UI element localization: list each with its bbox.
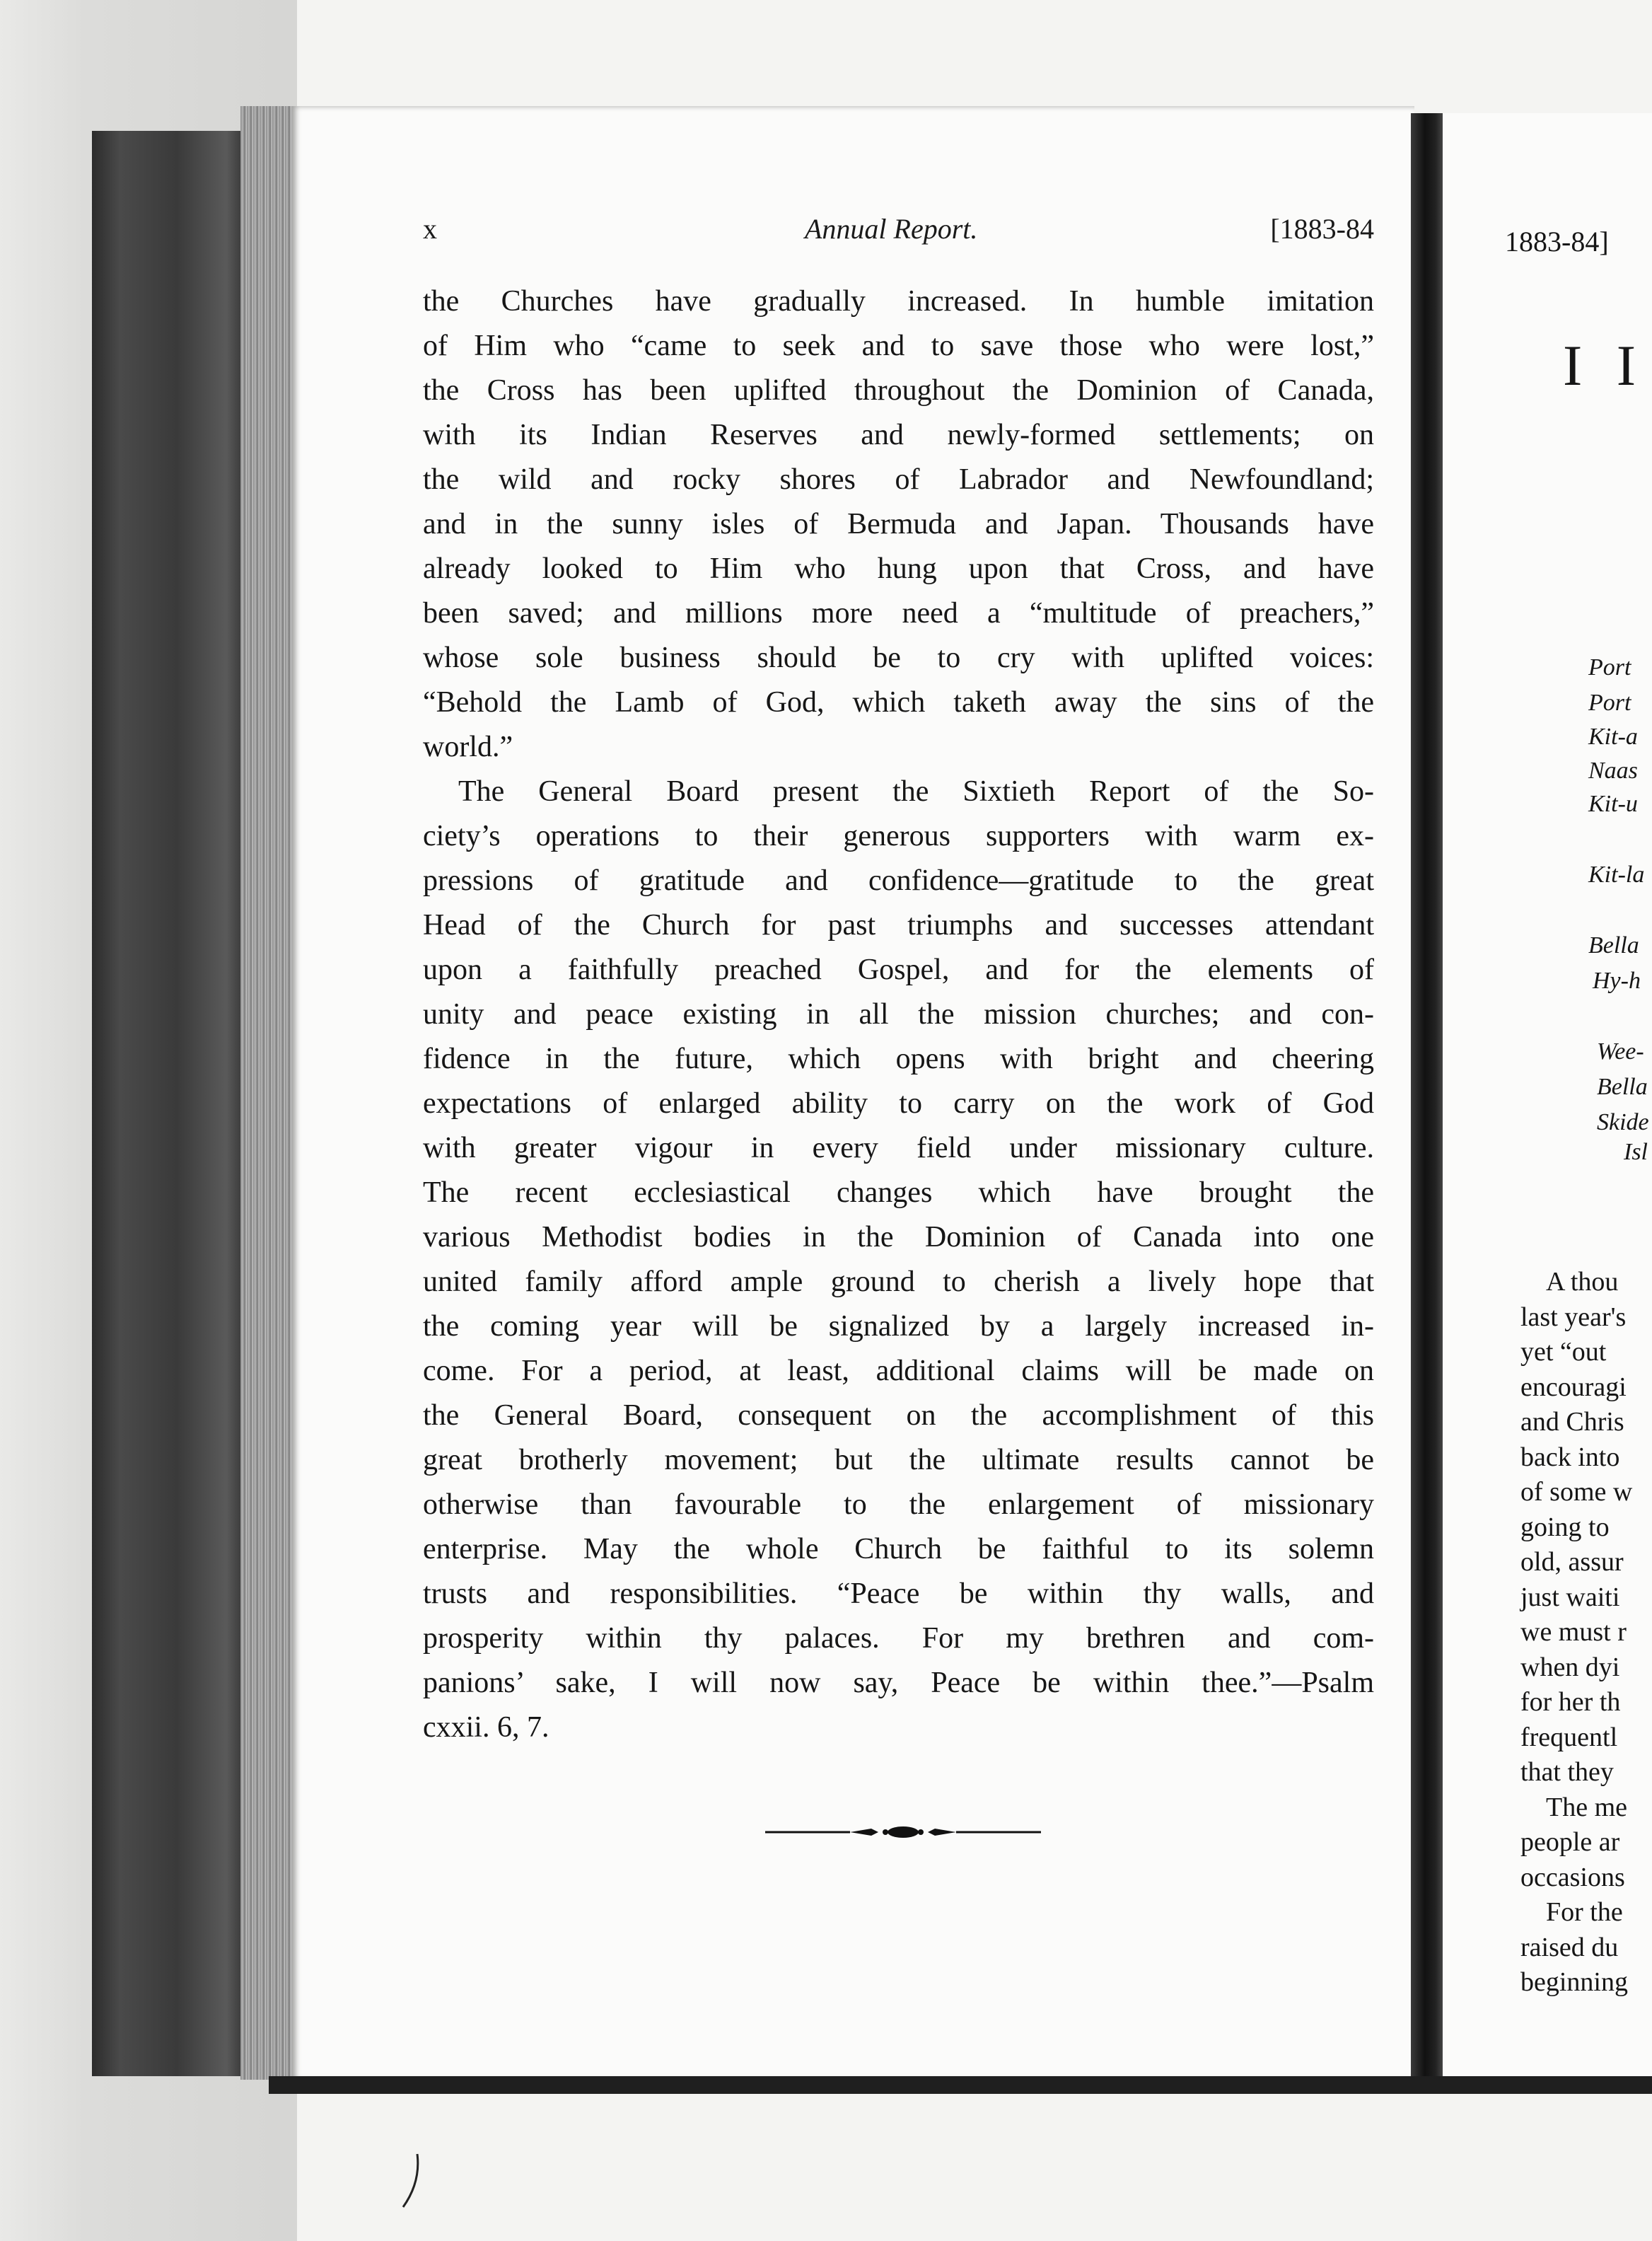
text-line: the Churches have gradually increased. In humble imitation	[423, 285, 1374, 318]
paragraph-line-fragment: when dyi	[1520, 1652, 1620, 1682]
list-item-fragment: Kit-a	[1588, 724, 1638, 750]
year-range: [1883-84	[1270, 213, 1374, 245]
scanner-bottom-edge	[269, 2076, 1652, 2094]
text-line: with greater vigour in every field under missionary culture.	[423, 1132, 1374, 1164]
text-line: pressions of gratitude and confidence—gratitude to the great	[423, 864, 1374, 897]
text-line: prosperity within thy palaces. For my brethren and com-	[423, 1622, 1374, 1655]
list-item-fragment: Isl	[1624, 1139, 1648, 1165]
text-line: upon a faithfully preached Gospel, and for the elements of	[423, 954, 1374, 986]
text-line: ciety’s operations to their generous supporters with warm ex-	[423, 820, 1374, 852]
paragraph-line-fragment: A thou	[1546, 1267, 1619, 1297]
text-line: The recent ecclesiastical changes which have brought the	[423, 1176, 1374, 1209]
list-item-fragment: Kit-u	[1588, 791, 1638, 817]
paragraph-line-fragment: that they	[1520, 1757, 1614, 1787]
list-item-fragment: Hy-h	[1593, 968, 1641, 994]
text-line: enterprise. May the whole Church be faithful to its solemn	[423, 1533, 1374, 1565]
text-line: whose sole business should be to cry with uplifted voices:	[423, 642, 1374, 674]
text-line: expectations of enlarged ability to carry on the work of God	[423, 1087, 1374, 1120]
list-item-fragment: Kit-la	[1588, 862, 1645, 888]
paragraph-line-fragment: and Chris	[1520, 1407, 1624, 1437]
paragraph-line-fragment: for her th	[1520, 1687, 1621, 1717]
text-line: otherwise than favourable to the enlargement of missionary	[423, 1488, 1374, 1521]
list-item-fragment: Wee-	[1597, 1038, 1644, 1065]
list-item-fragment: Bella	[1588, 932, 1639, 959]
paragraph-line-fragment: The me	[1546, 1792, 1628, 1822]
text-line: the coming year will be signalized by a largely increased in-	[423, 1310, 1374, 1343]
paragraph-line-fragment: old, assur	[1520, 1547, 1624, 1577]
text-line: with its Indian Reserves and newly-formed settlements; on	[423, 419, 1374, 451]
text-line: panions’ sake, I will now say, Peace be within thee.”—Psalm	[423, 1667, 1374, 1699]
paragraph-line-fragment: people ar	[1520, 1827, 1620, 1857]
text-line: “Behold the Lamb of God, which taketh away the sins of the	[423, 686, 1374, 719]
pencil-mark	[396, 2150, 424, 2214]
ornament-divider	[765, 1822, 1041, 1843]
paragraph-line-fragment: of some w	[1520, 1477, 1633, 1507]
text-line: world.”	[423, 731, 513, 763]
paragraph-line-fragment: frequentl	[1520, 1722, 1618, 1752]
text-line: the Cross has been uplifted throughout the Dominion of Canada,	[423, 374, 1374, 407]
list-item-fragment: Skide	[1597, 1109, 1649, 1135]
paragraph-line-fragment: we must r	[1520, 1617, 1627, 1647]
text-line: come. For a period, at least, additional claims will be made on	[423, 1355, 1374, 1387]
list-item-fragment: Naas	[1588, 758, 1638, 784]
list-item-fragment: Port	[1588, 690, 1631, 716]
text-line: Head of the Church for past triumphs and successes attendant	[423, 909, 1374, 942]
text-line: been saved; and millions more need a “multitude of preachers,”	[423, 597, 1374, 630]
paragraph-line-fragment: just waiti	[1520, 1582, 1620, 1612]
text-line: trusts and responsibilities. “Peace be within thy walls, and	[423, 1577, 1374, 1610]
list-item-fragment: Bella	[1597, 1074, 1648, 1100]
paragraph-line-fragment: raised du	[1520, 1932, 1619, 1962]
list-item-fragment: Port	[1588, 654, 1631, 681]
paragraph-line-fragment: yet “out	[1520, 1337, 1607, 1367]
text-line: united family afford ample ground to cherish a lively hope that	[423, 1266, 1374, 1298]
left-page-body	[423, 279, 1374, 1750]
paragraph-line-fragment: last year's	[1520, 1302, 1627, 1332]
text-line: great brotherly movement; but the ultimate results cannot be	[423, 1444, 1374, 1476]
text-line: and in the sunny isles of Bermuda and Japan. Thousands have	[423, 508, 1374, 540]
text-line: various Methodist bodies in the Dominion of Canada into one	[423, 1221, 1374, 1253]
left-page-header	[423, 212, 1374, 255]
paragraph-line-fragment: encouragi	[1520, 1372, 1627, 1402]
page-number: x	[423, 213, 437, 245]
right-page-title-fragment: I I	[1563, 333, 1646, 398]
book-gutter	[1411, 113, 1446, 2087]
paragraph-line-fragment: going to	[1520, 1512, 1610, 1542]
text-line: already looked to Him who hung upon that Cross, and have	[423, 552, 1374, 585]
text-line: cxxii. 6, 7.	[423, 1711, 549, 1744]
text-line: of Him who “came to seek and to save those who were lost,”	[423, 330, 1374, 362]
text-line: fidence in the future, which opens with bright and cheering	[423, 1043, 1374, 1075]
text-line: The General Board present the Sixtieth Report of the So-	[458, 775, 1374, 808]
book-spine	[92, 131, 255, 2076]
text-line: the wild and rocky shores of Labrador and Newfoundland;	[423, 463, 1374, 496]
page-edges	[240, 106, 297, 2080]
running-title: Annual Report.	[805, 213, 978, 245]
text-line: the General Board, consequent on the accomplishment of this	[423, 1399, 1374, 1432]
paragraph-line-fragment: back into	[1520, 1442, 1620, 1472]
text-line: unity and peace existing in all the mission churches; and con-	[423, 998, 1374, 1031]
paragraph-line-fragment: beginning	[1520, 1967, 1628, 1997]
right-page-year-range: 1883-84]	[1505, 226, 1609, 257]
paragraph-line-fragment: occasions	[1520, 1862, 1625, 1892]
paragraph-line-fragment: For the	[1546, 1897, 1623, 1927]
